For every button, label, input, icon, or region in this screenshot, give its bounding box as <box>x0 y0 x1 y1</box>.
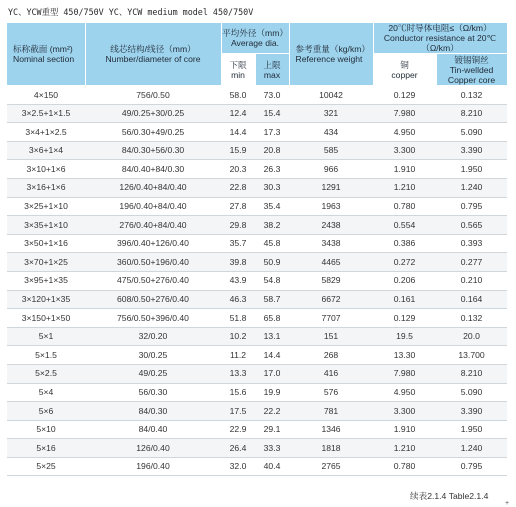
diameter-min-cell: 39.8 <box>221 253 255 272</box>
table-row <box>7 290 507 309</box>
diameter-min-cell: 51.8 <box>221 309 255 328</box>
tin-copper-resistance-cell: 8.210 <box>436 364 507 383</box>
header-conductor-resistance: 20℃时导体电阻≤（Ω/km） Conductor resistance at 20℃ （Ω/km） <box>373 23 507 54</box>
diameter-max-cell: 26.3 <box>255 160 289 179</box>
core-structure-cell: 84/0.40 <box>85 420 221 439</box>
diameter-min-cell: 22.8 <box>221 178 255 197</box>
tin-copper-resistance-cell: 5.090 <box>436 123 507 142</box>
diameter-min-cell: 29.8 <box>221 216 255 235</box>
header-average-diameter: 平均外径（mm） Average dia. <box>221 23 289 54</box>
diameter-max-cell: 50.9 <box>255 253 289 272</box>
tin-copper-resistance-cell: 20.0 <box>436 327 507 346</box>
diameter-max-cell: 19.9 <box>255 383 289 402</box>
copper-resistance-cell: 4.950 <box>373 123 436 142</box>
tin-copper-resistance-cell: 0.132 <box>436 309 507 328</box>
table-row <box>7 141 507 160</box>
copper-resistance-cell: 13.30 <box>373 346 436 365</box>
reference-weight-cell: 3438 <box>289 234 373 253</box>
diameter-min-cell: 14.4 <box>221 123 255 142</box>
copper-resistance-cell: 4.950 <box>373 383 436 402</box>
nominal-section-cell: 5×1 <box>7 327 85 346</box>
tin-copper-resistance-cell: 1.240 <box>436 439 507 458</box>
reference-weight-cell: 434 <box>289 123 373 142</box>
reference-weight-cell: 321 <box>289 104 373 123</box>
nominal-section-cell: 5×4 <box>7 383 85 402</box>
reference-weight-cell: 1346 <box>289 420 373 439</box>
tin-copper-resistance-cell: 0.277 <box>436 253 507 272</box>
table-row <box>7 309 507 328</box>
reference-weight-cell: 2765 <box>289 457 373 476</box>
table-row <box>7 104 507 123</box>
diameter-min-cell: 46.3 <box>221 290 255 309</box>
nominal-section-cell: 5×6 <box>7 402 85 421</box>
core-structure-cell: 608/0.50+276/0.40 <box>85 290 221 309</box>
diameter-max-cell: 17.3 <box>255 123 289 142</box>
diameter-max-cell: 14.4 <box>255 346 289 365</box>
core-structure-cell: 49/0.25 <box>85 364 221 383</box>
reference-weight-cell: 966 <box>289 160 373 179</box>
core-structure-cell: 126/0.40 <box>85 439 221 458</box>
nominal-section-cell: 5×10 <box>7 420 85 439</box>
diameter-min-cell: 10.2 <box>221 327 255 346</box>
header-core-structure: 线芯结构/线径（mm） Number/diameter of core <box>85 23 221 86</box>
diameter-max-cell: 73.0 <box>255 86 289 105</box>
copper-resistance-cell: 1.210 <box>373 439 436 458</box>
table-caption: 续表2.1.4 Table2.1.4 <box>410 491 489 501</box>
diameter-min-cell: 11.2 <box>221 346 255 365</box>
diameter-max-cell: 40.4 <box>255 457 289 476</box>
table-row <box>7 86 507 105</box>
diameter-min-cell: 26.4 <box>221 439 255 458</box>
diameter-min-cell: 15.6 <box>221 383 255 402</box>
copper-resistance-cell: 1.910 <box>373 160 436 179</box>
nominal-section-cell: 5×16 <box>7 439 85 458</box>
core-structure-cell: 49/0.25+30/0.25 <box>85 104 221 123</box>
reference-weight-cell: 10042 <box>289 86 373 105</box>
tin-copper-resistance-cell: 8.210 <box>436 104 507 123</box>
core-structure-cell: 126/0.40+84/0.40 <box>85 178 221 197</box>
copper-resistance-cell: 0.386 <box>373 234 436 253</box>
table-row <box>7 271 507 290</box>
reference-weight-cell: 1963 <box>289 197 373 216</box>
diameter-min-cell: 27.8 <box>221 197 255 216</box>
table-row <box>7 216 507 235</box>
diameter-max-cell: 38.2 <box>255 216 289 235</box>
nominal-section-cell: 5×1.5 <box>7 346 85 365</box>
reference-weight-cell: 585 <box>289 141 373 160</box>
header-reference-weight: 参考重量（kg/km） Reference weight <box>289 23 373 86</box>
core-structure-cell: 475/0.50+276/0.40 <box>85 271 221 290</box>
header-min: 下限 min <box>221 54 255 86</box>
diameter-min-cell: 17.5 <box>221 402 255 421</box>
diameter-max-cell: 35.4 <box>255 197 289 216</box>
tin-copper-resistance-cell: 0.164 <box>436 290 507 309</box>
reference-weight-cell: 781 <box>289 402 373 421</box>
diameter-max-cell: 17.0 <box>255 364 289 383</box>
copper-resistance-cell: 7.980 <box>373 364 436 383</box>
diameter-min-cell: 20.3 <box>221 160 255 179</box>
core-structure-cell: 84/0.30 <box>85 402 221 421</box>
table-title: YC、YCW重型 450/750V YC、YCW medium model 450/750V <box>8 7 254 17</box>
diameter-max-cell: 13.1 <box>255 327 289 346</box>
copper-resistance-cell: 0.129 <box>373 86 436 105</box>
diameter-max-cell: 22.2 <box>255 402 289 421</box>
diameter-min-cell: 15.9 <box>221 141 255 160</box>
nominal-section-cell: 3×50+1×16 <box>7 234 85 253</box>
tin-copper-resistance-cell: 0.795 <box>436 197 507 216</box>
table-row <box>7 402 507 421</box>
copper-resistance-cell: 3.300 <box>373 141 436 160</box>
reference-weight-cell: 416 <box>289 364 373 383</box>
table-row <box>7 439 507 458</box>
table-row <box>7 178 507 197</box>
tin-copper-resistance-cell: 0.132 <box>436 86 507 105</box>
nominal-section-cell: 4×150 <box>7 86 85 105</box>
diameter-min-cell: 58.0 <box>221 86 255 105</box>
nominal-section-cell: 5×25 <box>7 457 85 476</box>
core-structure-cell: 196/0.40 <box>85 457 221 476</box>
copper-resistance-cell: 3.300 <box>373 402 436 421</box>
table-row <box>7 253 507 272</box>
diameter-min-cell: 32.0 <box>221 457 255 476</box>
core-structure-cell: 396/0.40+126/0.40 <box>85 234 221 253</box>
header-max: 上限 max <box>255 54 289 86</box>
reference-weight-cell: 151 <box>289 327 373 346</box>
table-row <box>7 457 507 476</box>
reference-weight-cell: 268 <box>289 346 373 365</box>
reference-weight-cell: 576 <box>289 383 373 402</box>
diameter-min-cell: 13.3 <box>221 364 255 383</box>
core-structure-cell: 56/0.30 <box>85 383 221 402</box>
corner-mark: + <box>505 500 510 507</box>
copper-resistance-cell: 0.206 <box>373 271 436 290</box>
diameter-max-cell: 20.8 <box>255 141 289 160</box>
diameter-max-cell: 30.3 <box>255 178 289 197</box>
tin-copper-resistance-cell: 1.950 <box>436 160 507 179</box>
tin-copper-resistance-cell: 3.390 <box>436 141 507 160</box>
nominal-section-cell: 3×6+1×4 <box>7 141 85 160</box>
nominal-section-cell: 3×95+1×35 <box>7 271 85 290</box>
diameter-max-cell: 33.3 <box>255 439 289 458</box>
core-structure-cell: 32/0.20 <box>85 327 221 346</box>
table-row <box>7 327 507 346</box>
reference-weight-cell: 1818 <box>289 439 373 458</box>
diameter-min-cell: 22.9 <box>221 420 255 439</box>
tin-copper-resistance-cell: 1.240 <box>436 178 507 197</box>
nominal-section-cell: 3×25+1×10 <box>7 197 85 216</box>
table-row <box>7 160 507 179</box>
diameter-max-cell: 54.8 <box>255 271 289 290</box>
table-row <box>7 420 507 439</box>
table-row <box>7 346 507 365</box>
copper-resistance-cell: 1.210 <box>373 178 436 197</box>
cable-spec-table <box>7 23 508 476</box>
reference-weight-cell: 2438 <box>289 216 373 235</box>
reference-weight-cell: 6672 <box>289 290 373 309</box>
copper-resistance-cell: 1.910 <box>373 420 436 439</box>
diameter-max-cell: 15.4 <box>255 104 289 123</box>
copper-resistance-cell: 19.5 <box>373 327 436 346</box>
nominal-section-cell: 3×35+1×10 <box>7 216 85 235</box>
core-structure-cell: 84/0.30+56/0.30 <box>85 141 221 160</box>
nominal-section-cell: 3×70+1×25 <box>7 253 85 272</box>
tin-copper-resistance-cell: 3.390 <box>436 402 507 421</box>
tin-copper-resistance-cell: 1.950 <box>436 420 507 439</box>
tin-copper-resistance-cell: 0.210 <box>436 271 507 290</box>
core-structure-cell: 196/0.40+84/0.40 <box>85 197 221 216</box>
core-structure-cell: 756/0.50 <box>85 86 221 105</box>
nominal-section-cell: 3×2.5+1×1.5 <box>7 104 85 123</box>
tin-copper-resistance-cell: 0.565 <box>436 216 507 235</box>
reference-weight-cell: 1291 <box>289 178 373 197</box>
copper-resistance-cell: 0.554 <box>373 216 436 235</box>
diameter-min-cell: 35.7 <box>221 234 255 253</box>
nominal-section-cell: 5×2.5 <box>7 364 85 383</box>
nominal-section-cell: 3×120+1×35 <box>7 290 85 309</box>
core-structure-cell: 756/0.50+396/0.40 <box>85 309 221 328</box>
core-structure-cell: 56/0.30+49/0.25 <box>85 123 221 142</box>
copper-resistance-cell: 0.129 <box>373 309 436 328</box>
header-nominal-section: 标称截面 (mm²) Nominal section <box>7 23 85 86</box>
tin-copper-resistance-cell: 13.700 <box>436 346 507 365</box>
core-structure-cell: 84/0.40+84/0.30 <box>85 160 221 179</box>
nominal-section-cell: 3×10+1×6 <box>7 160 85 179</box>
reference-weight-cell: 4465 <box>289 253 373 272</box>
nominal-section-cell: 3×4+1×2.5 <box>7 123 85 142</box>
copper-resistance-cell: 0.161 <box>373 290 436 309</box>
table-row <box>7 197 507 216</box>
core-structure-cell: 30/0.25 <box>85 346 221 365</box>
tin-copper-resistance-cell: 0.393 <box>436 234 507 253</box>
tin-copper-resistance-cell: 5.090 <box>436 383 507 402</box>
copper-resistance-cell: 0.780 <box>373 457 436 476</box>
nominal-section-cell: 3×150+1×50 <box>7 309 85 328</box>
diameter-max-cell: 65.8 <box>255 309 289 328</box>
diameter-max-cell: 29.1 <box>255 420 289 439</box>
core-structure-cell: 276/0.40+84/0.40 <box>85 216 221 235</box>
diameter-max-cell: 58.7 <box>255 290 289 309</box>
copper-resistance-cell: 7.980 <box>373 104 436 123</box>
header-tin-copper: 镀锡铜丝 Tin-wellded Copper core <box>436 54 507 86</box>
diameter-max-cell: 45.8 <box>255 234 289 253</box>
core-structure-cell: 360/0.50+196/0.40 <box>85 253 221 272</box>
reference-weight-cell: 7707 <box>289 309 373 328</box>
reference-weight-cell: 5829 <box>289 271 373 290</box>
copper-resistance-cell: 0.780 <box>373 197 436 216</box>
diameter-min-cell: 12.4 <box>221 104 255 123</box>
copper-resistance-cell: 0.272 <box>373 253 436 272</box>
table-row <box>7 364 507 383</box>
table-row <box>7 383 507 402</box>
diameter-min-cell: 43.9 <box>221 271 255 290</box>
table-row <box>7 234 507 253</box>
header-copper: 铜 copper <box>373 54 436 86</box>
nominal-section-cell: 3×16+1×6 <box>7 178 85 197</box>
table-row <box>7 123 507 142</box>
tin-copper-resistance-cell: 0.795 <box>436 457 507 476</box>
